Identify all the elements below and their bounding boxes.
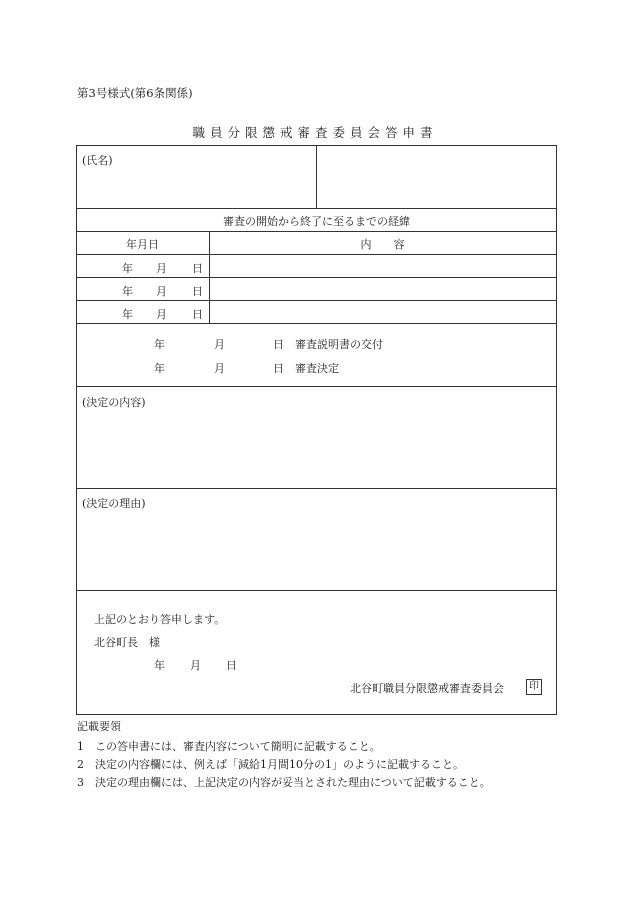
- document-title: 職員分限懲戒審査委員会答申書: [192, 125, 438, 140]
- form-number: 第3号様式(第6条関係): [77, 86, 193, 100]
- row-line: [76, 208, 557, 209]
- event-label: 審査説明書の交付: [295, 338, 383, 351]
- date-column-header: 年月日: [126, 238, 159, 251]
- year-unit: 年: [122, 262, 133, 275]
- month-unit: 月: [214, 338, 225, 351]
- content-column-header: 内 容: [360, 238, 405, 251]
- month-unit: 月: [156, 262, 167, 275]
- year-unit: 年: [154, 338, 165, 351]
- issuer-name: 北谷町職員分限懲戒審査委員会: [350, 682, 504, 695]
- row-line: [76, 300, 557, 301]
- closing-day: 日: [226, 659, 237, 672]
- name-label: (氏名): [82, 154, 113, 167]
- closing-year: 年: [154, 659, 165, 672]
- closing-month: 月: [190, 659, 201, 672]
- year-unit: 年: [122, 308, 133, 321]
- day-unit: 日: [273, 338, 284, 351]
- row-line: [76, 231, 557, 232]
- day-unit: 日: [192, 308, 203, 321]
- note-item: 1 この答申書には、審査内容について簡明に記載すること。: [77, 740, 381, 753]
- day-unit: 日: [273, 362, 284, 375]
- reason-label: (決定の理由): [82, 497, 146, 510]
- note-item: 3 決定の理由欄には、上記決定の内容が妥当とされた理由について記載すること。: [77, 776, 491, 789]
- event-label: 審査決定: [295, 362, 339, 375]
- month-unit: 月: [156, 285, 167, 298]
- row-line: [76, 277, 557, 278]
- row-line: [76, 488, 557, 489]
- decision-label: (決定の内容): [82, 396, 146, 409]
- day-unit: 日: [192, 285, 203, 298]
- row-line: [76, 590, 557, 591]
- month-unit: 月: [214, 362, 225, 375]
- notes-heading: 記載要領: [77, 720, 121, 733]
- table-bottom-border: [76, 714, 557, 715]
- closing-statement: 上記のとおり答申します。: [94, 613, 226, 626]
- note-item: 2 決定の内容欄には、例えば「減給1月間10分の1」のように記載すること。: [77, 758, 464, 771]
- month-unit: 月: [156, 308, 167, 321]
- year-unit: 年: [154, 362, 165, 375]
- row-line: [76, 323, 557, 324]
- year-unit: 年: [122, 285, 133, 298]
- row-line: [76, 386, 557, 387]
- addressee: 北谷町長 様: [94, 636, 160, 649]
- history-heading: 審査の開始から終了に至るまでの経緯: [223, 215, 410, 228]
- name-row-divider: [316, 145, 317, 208]
- row-line: [76, 254, 557, 255]
- seal-mark: 印: [526, 679, 542, 695]
- day-unit: 日: [192, 262, 203, 275]
